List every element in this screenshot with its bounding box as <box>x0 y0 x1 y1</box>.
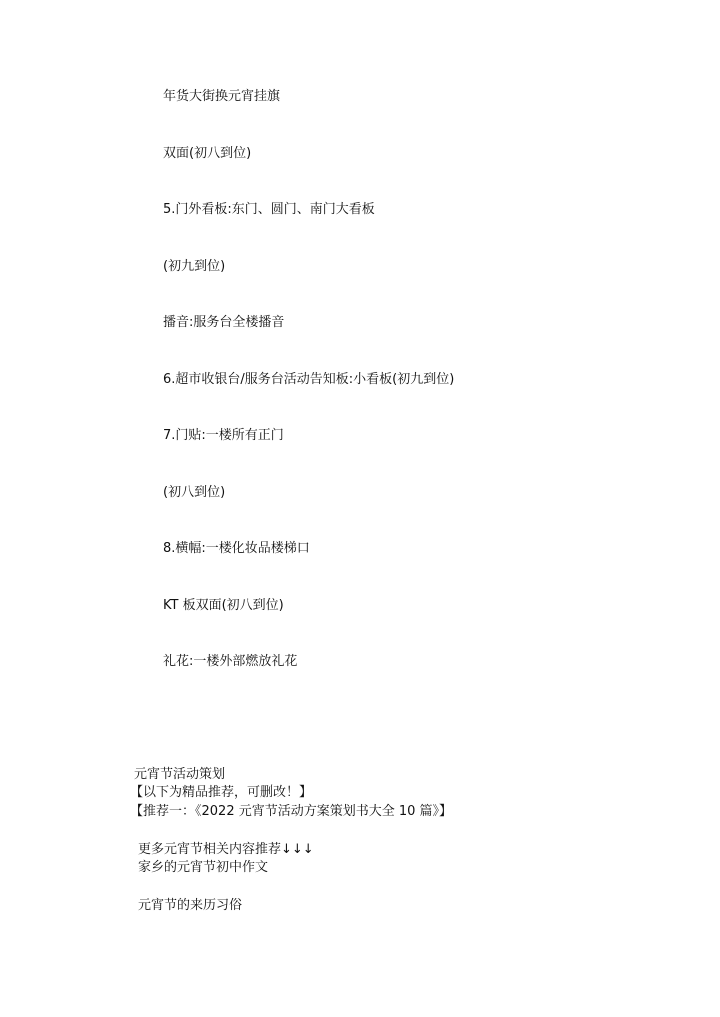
body-line-8: (初八到位) <box>163 485 226 500</box>
body-line-5: 播音:服务台全楼播音 <box>163 315 285 330</box>
footer-recommend[interactable]: 【推荐一：《2022 元宵节活动方案策划书大全 10 篇》】 <box>130 804 453 819</box>
body-line-1: 年货大街换元宵挂旗 <box>163 89 281 104</box>
footer-link-2[interactable]: 元宵节的来历习俗 <box>138 898 243 913</box>
footer-more: 更多元宵节相关内容推荐↓↓↓ <box>138 842 314 857</box>
body-line-4: (初九到位) <box>163 259 226 274</box>
body-line-9: 8.横幅:一楼化妆品楼梯口 <box>163 541 310 556</box>
footer-notice: 【以下为精品推荐，可删改！】 <box>130 785 313 800</box>
body-line-2: 双面(初八到位) <box>163 146 252 161</box>
footer-title: 元宵节活动策划 <box>134 767 226 782</box>
body-line-11: 礼花:一楼外部燃放礼花 <box>163 654 298 669</box>
footer-link-1[interactable]: 家乡的元宵节初中作文 <box>138 860 269 875</box>
body-line-10: KT 板双面(初八到位) <box>163 598 284 613</box>
body-line-3: 5.门外看板:东门、圆门、南门大看板 <box>163 202 375 217</box>
body-line-7: 7.门贴:一楼所有正门 <box>163 428 284 443</box>
body-line-6: 6.超市收银台/服务台活动告知板:小看板(初九到位) <box>163 372 455 387</box>
